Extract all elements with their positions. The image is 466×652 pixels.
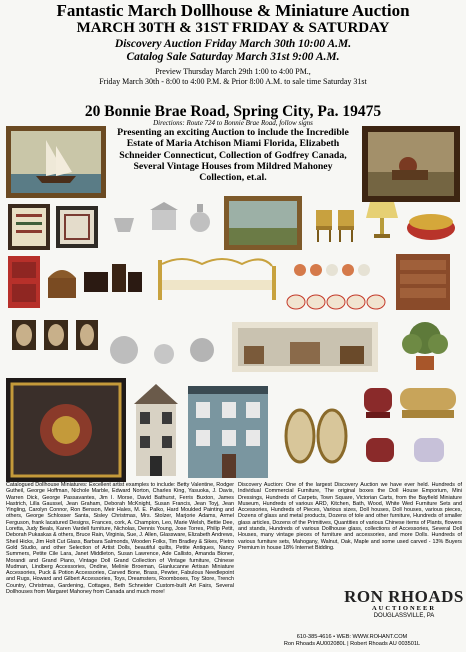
preview-times-2: Friday March 30th - 8:00 to 4:00 P.M. & Prior 8:00 A.M. to sale time Saturday 31st bbox=[99, 77, 367, 86]
contact-licenses: Ron Rhoads AU002080L | Robert Rhoads AU 003501L bbox=[283, 641, 421, 647]
needlepoint-rug-image bbox=[6, 378, 126, 482]
dollhouse-image bbox=[184, 382, 272, 482]
ship-painting-image bbox=[6, 126, 106, 198]
furniture-set-image bbox=[82, 258, 144, 310]
red-box-image bbox=[404, 208, 458, 244]
auctioneer-location: DOUGLASSVILLE, PA bbox=[373, 613, 435, 619]
roombox-image bbox=[230, 320, 380, 376]
framed-landscape-image bbox=[224, 196, 302, 250]
wall-mirrors-image bbox=[280, 388, 352, 476]
sampler-image-1 bbox=[8, 204, 50, 250]
catalog-description: Catalogued Dollhouse Miniatures: Excellent artist examples to include: Betty Valentine, Rodger Gutheil, George Hoffman, Nichole Marble, Edward Norton, Charles King, Yasuoka, J. Davis, Warren Dick, George Passavantes, Jim I. Morse, David Bathurst, Ferris Buxton, James Hastrich, Lilla Gaussel, Jean Graham, Deborah McKnight, Susan Francis, Jean Toyj, Jean Yingling, Carolyn Connor, Ron Benson, Meir Hales, M. E. Palko, Hard Moulded Painting and others, George Schlosser Santa, Sisley Christmas, Mrs. Stolzer, Marjorie Adams, Armel Ferguson, frank lacatured Designs, Frances, cork, A. Champion, Leo, Marie Welsh, Bettie Dee, Loretta, Judy Beals, Karen Vardell furniture, Nicholas, Dennis Young, Jose Torres, Philip Petit, Deborah Pukaskas & others, Bruce Rain, Virginia, Sue, J. Allen, Glassware, Elizabeth Andrews, Sheil Hicks, Jim Holt Cut Glass, Barbara Salmonds, Wooden Folks, Tim Bradley & Sikes, Pietro Gold Studio, and other Selection of Artist Dolls, beautiful quilts, Petite Antiques, Nancy Summers, Petite Cile Lara, Janet Middleton, Susan Lawrence, Ade Callisto, Amanda Bioner, Morandi and Grand Piano, Vintage Doll Grand Collection of Vintage furniture, Chinese Mudman, Lindberg Accessories, Ondine, Melinie Broeman, Gianlucanne Artisan Miniature Accessories, Puck & Potion Accessories, Carved Bone, Brass, Pewter, Fabulous Needlepoint and Rugs, Howard and Gilbert Accessories, Toys, Dreamsters, Roomboxes, Toy Store, Trench Country, Christmas, Gardening, Cottages, Beth Schneider Custom-built Art Fairs, Several Dollhouses from Margaret Mahoney from Canada and much more! bbox=[6, 482, 234, 596]
chairs-image bbox=[312, 204, 360, 244]
teapots-image bbox=[104, 320, 222, 374]
chest-of-drawers-image bbox=[392, 248, 454, 316]
plates-image bbox=[286, 290, 390, 314]
catalog-sale-time: Catalog Sale Saturday March 31st 9:00 A.M. bbox=[126, 51, 340, 63]
red-cabinet-image bbox=[6, 254, 42, 314]
directions: Directions: Route 724 to Bonnie Brae Road, follow signs bbox=[153, 119, 313, 127]
sampler-image-2 bbox=[56, 206, 98, 248]
discovery-description: Discovery Auction: One of the largest Discovery Auction we have ever held. Hundreds of Individual Commercial Furniture, The original boxes the Doll House Emporium, Mini Dressings, Hundreds of Carpets, Town Square, Victorian Carts, from the Bayfield Miniature Museum, Hundreds of various ARD, Kitchen, Bath, Wood, White Wed Furniture Sets and Accessories, Hundreds of Pieces, Various sizes, Doll houses, Doll houses, various pieces, Dozens of glass and metal products, Dozens of tole and other furniture, Hundreds of smaller glass articles, Dozens of the Primitives, Quantities of various Chinese items of Plants, flowers and stands, Hundreds of various Dollhouse glass, collections of Accessories, Several Doll Houses, many vintage pieces of furniture and accessories, and more Dolls. Hundreds of various furniture sets, Mahogany, Walnut, Oak, Maple and some used carved - 13% Buyers Premium in house 18% Internet Bidding. bbox=[238, 482, 462, 551]
flyer-title: Fantastic March Dollhouse & Miniature Auction bbox=[56, 1, 410, 20]
auctioneer-name: RON RHOADS bbox=[344, 587, 464, 606]
dollhouse-facade-image bbox=[130, 380, 182, 480]
cups-image bbox=[290, 256, 378, 286]
presenting-text: Presenting an exciting Auction to include the Incredible Estate of Maria Atchison Miami Florida, Elizabeth Schneider Connecticut, Collection of Godfrey Canada, Several Vintage Houses from Mildred Mahoney Collection, et.al. bbox=[117, 127, 349, 184]
auction-address: 20 Bonnie Brae Road, Spring City, Pa. 19475 bbox=[84, 103, 382, 120]
contact-phone-web: 610-385-4616 • WEB: WWW.ROHANT.COM bbox=[296, 634, 408, 640]
auctioneer-subtitle: AUCTIONEER bbox=[371, 605, 437, 612]
lamp-image bbox=[362, 196, 402, 242]
auction-dates: MARCH 30TH & 31ST FRIDAY & SATURDAY bbox=[76, 20, 390, 36]
contact-info bbox=[238, 612, 466, 648]
settee-chairs-image bbox=[356, 378, 462, 480]
cradle-image bbox=[44, 258, 80, 312]
plant-image bbox=[392, 316, 458, 374]
brass-bed-image bbox=[152, 250, 284, 312]
preview-times-1: Preview Thursday March 29th 1:00 to 4:00 PM., bbox=[155, 67, 311, 76]
silver-pieces-image bbox=[112, 198, 222, 238]
discovery-auction-time: Discovery Auction Friday March 30th 10:00 A.M. bbox=[114, 38, 352, 50]
framed-portraits-image bbox=[10, 318, 100, 370]
painting-image bbox=[362, 126, 460, 202]
